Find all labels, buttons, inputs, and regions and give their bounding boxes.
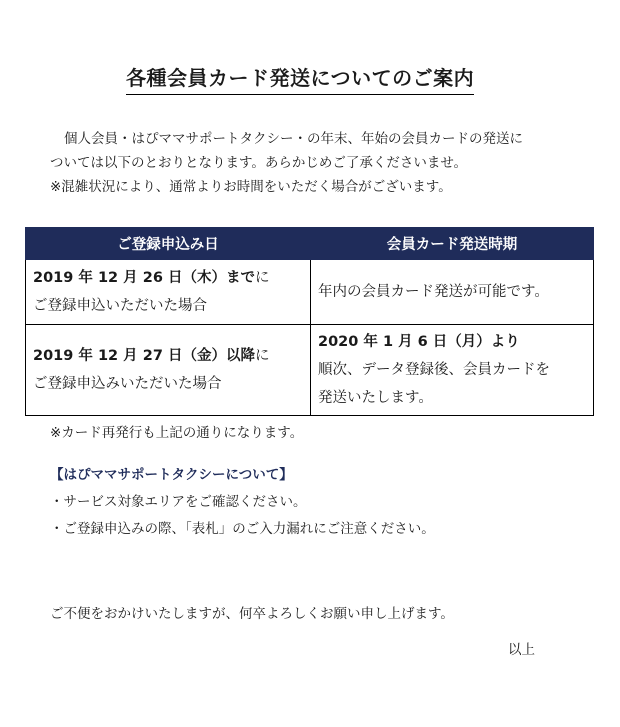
- closing-text: ご不便をおかけいたしますが、何卒よろしくお願い申し上げます。: [50, 606, 454, 622]
- header-registration-date: ご登録申込み日: [26, 228, 311, 260]
- shipping-period-cell: [311, 325, 594, 416]
- intro-text: [50, 127, 570, 199]
- date-line-2: ご登録申込いただいた場合: [33, 298, 207, 314]
- reissue-note: ※カード再発行も上記の通りになります。: [50, 425, 304, 441]
- shipping-period-cell: [311, 260, 594, 325]
- shipping-schedule-table: [25, 227, 594, 416]
- intro-line-3: ※混雑状況により、通常よりお時間をいただく場合がございます。: [50, 179, 452, 195]
- section-heading: 【はぴママサポートタクシーについて】: [50, 467, 293, 483]
- list-item: ・ご登録申込みの際、「表札」のご入力漏れにご注意ください。: [50, 521, 435, 537]
- date-bold: 2019 年 12 月 27 日（金）以降: [33, 348, 255, 364]
- table-row: [26, 325, 594, 416]
- intro-line-2: ついては以下のとおりとなります。あらかじめご了承くださいませ。: [50, 155, 468, 171]
- date-line: [33, 264, 303, 292]
- end-mark: 以上: [508, 642, 535, 658]
- table-header-row: [26, 228, 594, 260]
- page-title: 各種会員カード発送についてのご案内: [126, 62, 474, 95]
- table-row: [26, 260, 594, 325]
- shipping-line-3: 発送いたします。: [318, 390, 433, 406]
- date-suffix: に: [254, 270, 270, 286]
- intro-line-1: 個人会員・はぴママサポートタクシー・の年末、年始の会員カードの発送に: [64, 131, 523, 147]
- shipping-line-2: 順次、データ登録後、会員カードを: [318, 362, 550, 378]
- shipping-bold-date: 2020 年 1 月 6 日（月）より: [318, 334, 520, 350]
- list-item: ・サービス対象エリアをご確認ください。: [50, 494, 307, 510]
- registration-date-cell: [26, 260, 311, 325]
- header-shipping-period: 会員カード発送時期: [311, 228, 594, 260]
- date-line: [33, 342, 303, 370]
- bullet-list: [50, 489, 435, 543]
- registration-date-cell: [26, 325, 311, 416]
- date-bold: 2019 年 12 月 26 日（木）まで: [33, 270, 255, 286]
- date-line-2: ご登録申込みいただいた場合: [33, 376, 222, 392]
- date-suffix: に: [254, 348, 270, 364]
- shipping-line-1: 年内の会員カード発送が可能です。: [318, 284, 549, 300]
